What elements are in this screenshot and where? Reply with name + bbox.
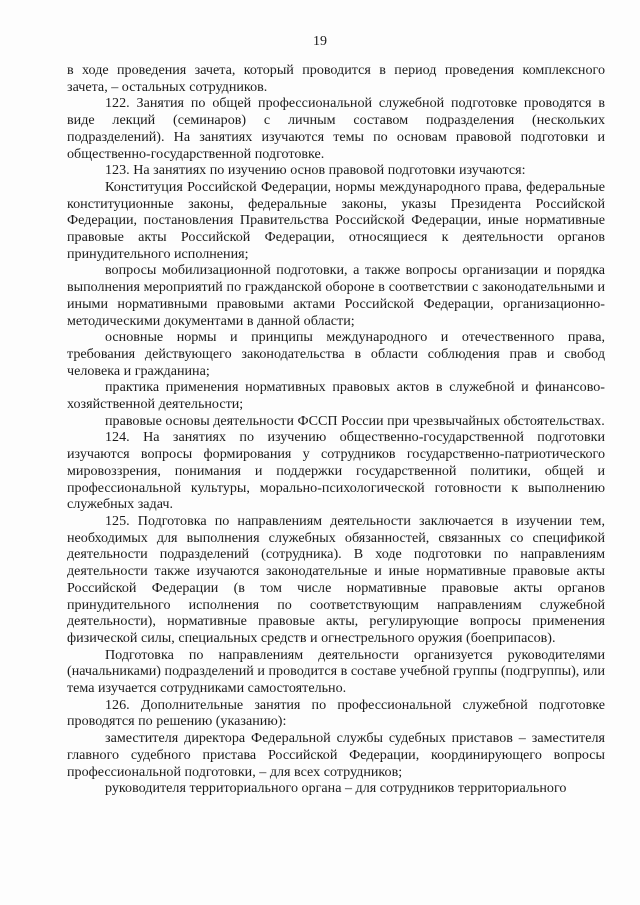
paragraph: вопросы мобилизационной подготовки, а также вопросы организации и порядка выполнения мероприятий по гражданской обороне в соответствии с законодательными и иными нормативными правовыми актами Российской Федерации, организационно-методическими документами в данной области; xyxy=(67,262,605,329)
paragraph: 123. На занятиях по изучению основ правовой подготовки изучаются: xyxy=(105,162,526,179)
paragraph: 124. На занятиях по изучению общественно-государственной подготовки изучаются вопросы формирования у сотрудников государственно-патриотического мировоззрения, понимания и поддержки государственной политики, общей и профессиональной культуры, морально-психологической готовности к выполнению служебных задач. xyxy=(67,429,605,513)
paragraph: в ходе проведения зачета, который проводится в период проведения комплексного зачета, – остальных сотрудников. xyxy=(67,62,605,95)
paragraph: 122. Занятия по общей профессиональной служебной подготовке проводятся в виде лекций (семинаров) с личным составом подразделения (нескольких подразделений). На занятиях изучаются темы по основам правовой подготовки и общественно-государственной подготовке. xyxy=(67,95,605,162)
paragraph: основные нормы и принципы международного и отечественного права, требования действующего законодательства в области соблюдения прав и свобод человека и гражданина; xyxy=(67,329,605,379)
paragraph: 125. Подготовка по направлениям деятельности заключается в изучении тем, необходимых для выполнения служебных обязанностей, связанных со спецификой деятельности подразделений (сотрудника). В ходе подготовки по направлениям деятельности также изучаются законодательные и иные нормативные правовые акты Российской Федерации (в том числе нормативные правовые акты органов принудительного исполнения по соответствующим направлениям служебной деятельности), нормативные правовые акты, регулирующие вопросы применения физической силы, специальных средств и огнестрельного оружия (боеприпасов). xyxy=(67,512,605,646)
document-body xyxy=(67,62,605,797)
paragraph: правовые основы деятельности ФССП России при чрезвычайных обстоятельствах. xyxy=(105,412,605,429)
paragraph: руководителя территориального органа – для сотрудников территориального xyxy=(105,780,567,797)
page-number: 19 xyxy=(313,34,327,49)
paragraph: Конституция Российской Федерации, нормы международного права, федеральные конституционные законы, федеральные законы, указы Президента Российской Федерации, постановления Правительства Российской Федерации, иные нормативные правовые акты Российской Федерации, относящиеся к деятельности органов принудительного исполнения; xyxy=(67,178,605,262)
paragraph: заместителя директора Федеральной службы судебных приставов – заместителя главного судебного пристава Российской Федерации, координирующего вопросы профессиональной подготовки, – для всех сотрудников; xyxy=(67,730,605,780)
paragraph: 126. Дополнительные занятия по профессиональной служебной подготовке проводятся по решению (указанию): xyxy=(67,696,605,730)
paragraph: Подготовка по направлениям деятельности организуется руководителями (начальниками) подразделений и проводится в составе учебной группы (подгруппы), или тема изучается сотрудниками самостоятельно. xyxy=(67,646,605,697)
paragraph: практика применения нормативных правовых актов в служебной и финансово-хозяйственной деятельности; xyxy=(67,379,605,413)
